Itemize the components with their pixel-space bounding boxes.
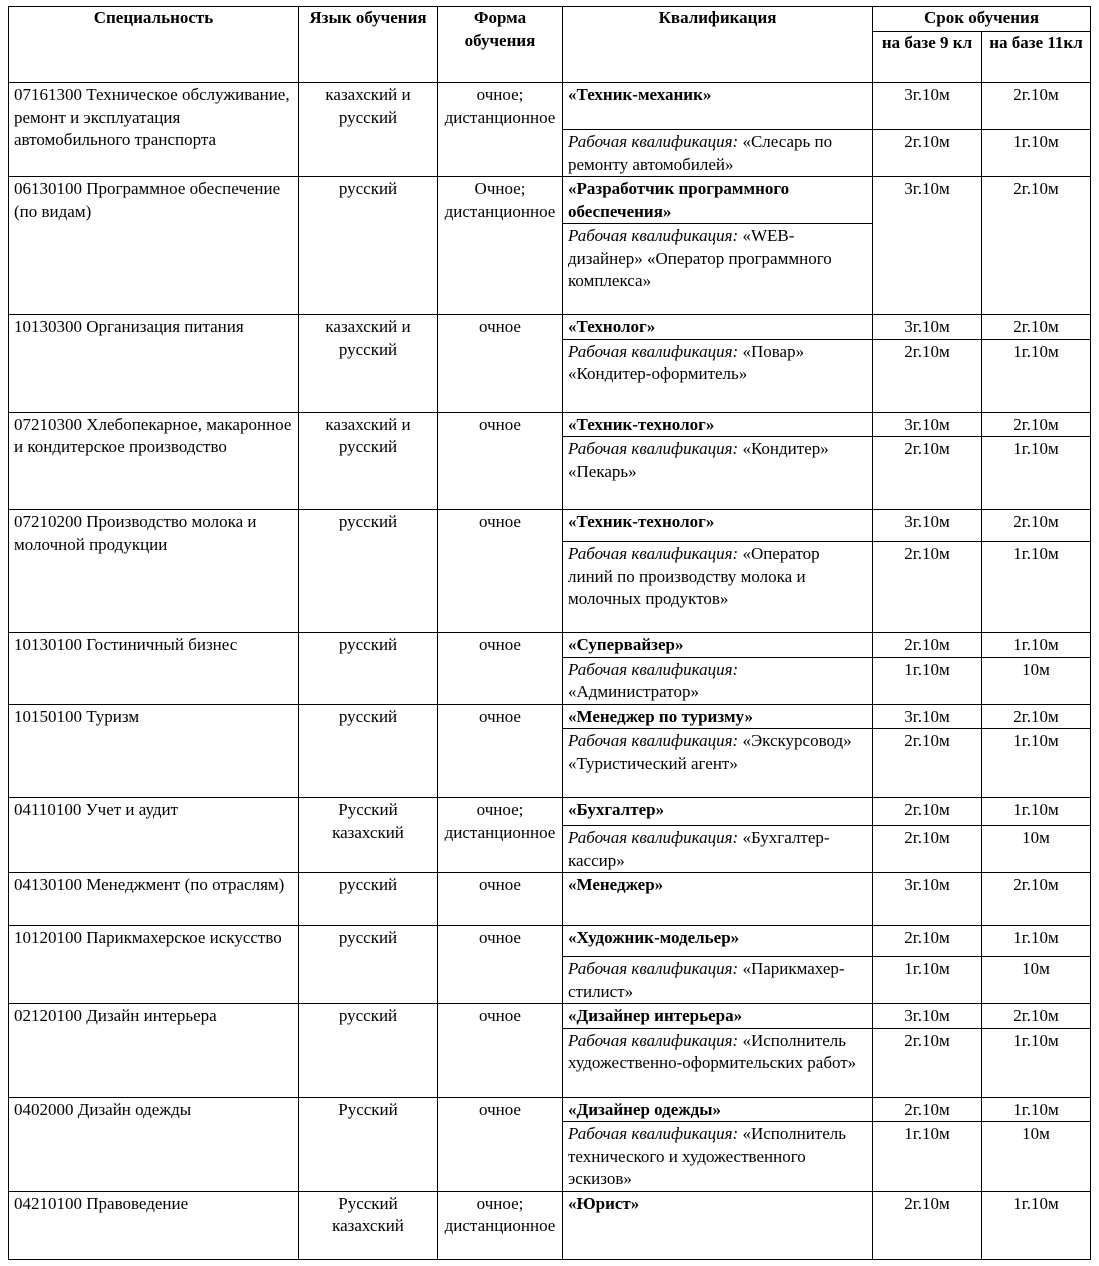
work-duration-9-cell: 2г.10м — [873, 1028, 982, 1097]
work-duration-9-cell: 2г.10м — [873, 826, 982, 873]
specialty-cell: 04130100 Менеджмент (по отраслям) — [9, 873, 299, 926]
main-qualification-cell — [563, 926, 873, 957]
language-cell: Русский казахский — [299, 1191, 438, 1259]
duration-11-cell: 1г.10м — [982, 1097, 1091, 1122]
work-duration-11-cell: 1г.10м — [982, 437, 1091, 510]
work-qualification-text: «Кондитер» «Пекарь» — [568, 439, 829, 481]
table-row — [9, 798, 1091, 826]
duration-9-cell: 3г.10м — [873, 83, 982, 130]
work-qualification-cell — [563, 130, 873, 177]
form-cell: очное — [438, 510, 563, 633]
main-qualification-title: «Дизайнер интерьера» — [568, 1006, 743, 1025]
programs-table — [8, 6, 1091, 1260]
main-qualification-title: «Супервайзер» — [568, 635, 684, 654]
header-language: Язык обучения — [299, 7, 438, 83]
main-qualification-cell — [563, 1191, 873, 1259]
language-cell: русский — [299, 1004, 438, 1098]
work-duration-9-cell: 1г.10м — [873, 957, 982, 1004]
work-duration-11-cell: 1г.10м — [982, 542, 1091, 633]
form-cell: очное — [438, 412, 563, 510]
language-cell: Русский — [299, 1097, 438, 1191]
form-cell: очное — [438, 704, 563, 798]
duration-11-cell: 2г.10м — [982, 510, 1091, 542]
work-qualification-text: «Бухгалтер-кассир» — [568, 828, 830, 870]
duration-9-cell: 3г.10м — [873, 315, 982, 340]
work-duration-9-cell: 1г.10м — [873, 657, 982, 704]
main-qualification-title: «Разработчик программного обеспечения» — [568, 179, 790, 221]
main-qualification-cell — [563, 412, 873, 437]
main-qualification-title: «Менеджер» — [568, 875, 664, 894]
main-qualification-cell — [563, 633, 873, 658]
work-duration-9-cell: 2г.10м — [873, 729, 982, 798]
duration-11-cell: 2г.10м — [982, 177, 1091, 315]
language-cell: казахский и русский — [299, 315, 438, 413]
main-qualification-title: «Технолог» — [568, 317, 656, 336]
duration-9-cell: 2г.10м — [873, 1097, 982, 1122]
main-qualification-cell — [563, 510, 873, 542]
main-qualification-cell — [563, 798, 873, 826]
work-duration-11-cell: 10м — [982, 957, 1091, 1004]
duration-11-cell: 1г.10м — [982, 926, 1091, 957]
duration-9-cell: 3г.10м — [873, 177, 982, 315]
form-cell: очное — [438, 873, 563, 926]
form-cell: очное — [438, 633, 563, 705]
work-qualification-label: Рабочая квалификация: — [568, 659, 739, 679]
main-qualification-title: «Техник-механик» — [568, 85, 712, 104]
table-row — [9, 873, 1091, 926]
language-cell: русский — [299, 633, 438, 705]
specialty-cell: 06130100 Программное обеспечение (по видам) — [9, 177, 299, 315]
main-qualification-cell — [563, 1097, 873, 1122]
work-qualification-cell — [563, 437, 873, 510]
work-qualification-cell — [563, 826, 873, 873]
language-cell: русский — [299, 510, 438, 633]
specialty-cell: 04210100 Правоведение — [9, 1191, 299, 1259]
table-row — [9, 83, 1091, 130]
work-qualification-label: Рабочая квалификация: — [568, 959, 739, 978]
duration-11-cell: 2г.10м — [982, 1004, 1091, 1029]
header-form: Форма обучения — [438, 7, 563, 83]
table-row — [9, 704, 1091, 729]
work-duration-11-cell: 1г.10м — [982, 729, 1091, 798]
work-qualification-cell — [563, 542, 873, 633]
specialty-cell: 04110100 Учет и аудит — [9, 798, 299, 873]
main-qualification-title: «Художник-модельер» — [568, 928, 740, 947]
table-row — [9, 926, 1091, 957]
main-qualification-cell — [563, 1004, 873, 1029]
header-base9: на базе 9 кл — [873, 32, 982, 83]
language-cell: русский — [299, 704, 438, 798]
work-duration-11-cell: 1г.10м — [982, 339, 1091, 412]
work-duration-9-cell: 2г.10м — [873, 542, 982, 633]
form-cell: очное; дистанционное — [438, 1191, 563, 1259]
work-qualification-label: Рабочая квалификация: — [568, 439, 739, 458]
duration-9-cell: 3г.10м — [873, 412, 982, 437]
form-cell: очное — [438, 315, 563, 413]
table-row — [9, 633, 1091, 658]
duration-9-cell: 2г.10м — [873, 926, 982, 957]
form-cell: очное; дистанционное — [438, 798, 563, 873]
work-qualification-label: Рабочая квалификация: — [568, 132, 739, 151]
work-duration-11-cell: 10м — [982, 826, 1091, 873]
work-duration-11-cell: 1г.10м — [982, 1028, 1091, 1097]
table-row — [9, 177, 1091, 224]
work-qualification-cell — [563, 1028, 873, 1097]
work-qualification-text: «Повар» «Кондитер-оформитель» — [568, 341, 805, 383]
work-qualification-label: Рабочая квалификация: — [568, 731, 739, 750]
table-row — [9, 1097, 1091, 1122]
header-specialty: Специальность — [9, 7, 299, 83]
duration-9-cell: 2г.10м — [873, 1191, 982, 1259]
work-duration-9-cell: 2г.10м — [873, 437, 982, 510]
main-qualification-cell — [563, 873, 873, 926]
main-qualification-title: «Техник-технолог» — [568, 414, 715, 434]
language-cell: Русский казахский — [299, 798, 438, 873]
work-qualification-cell — [563, 1122, 873, 1192]
work-qualification-text: «Исполнитель технического и художественного эскизов» — [568, 1124, 847, 1188]
header-base11: на базе 11кл — [982, 32, 1091, 83]
form-cell: очное — [438, 1004, 563, 1098]
work-qualification-label: Рабочая квалификация: — [568, 544, 739, 563]
work-duration-9-cell: 2г.10м — [873, 130, 982, 177]
work-qualification-text: «Оператор линий по производству молока и молочных продуктов» — [568, 544, 820, 608]
main-qualification-title: «Бухгалтер» — [568, 800, 665, 819]
work-qualification-text: «Администратор» — [568, 682, 699, 701]
form-cell: очное — [438, 1097, 563, 1191]
work-qualification-cell — [563, 224, 873, 315]
work-qualification-text: «Экскурсовод» «Туристический агент» — [568, 731, 852, 773]
duration-11-cell: 1г.10м — [982, 798, 1091, 826]
work-duration-9-cell: 2г.10м — [873, 339, 982, 412]
specialty-cell: 10130300 Организация питания — [9, 315, 299, 413]
main-qualification-title: «Менеджер по туризму» — [568, 706, 753, 726]
language-cell: русский — [299, 177, 438, 315]
duration-9-cell: 3г.10м — [873, 1004, 982, 1029]
work-qualification-cell — [563, 729, 873, 798]
table-row — [9, 510, 1091, 542]
duration-9-cell: 3г.10м — [873, 510, 982, 542]
duration-11-cell: 2г.10м — [982, 873, 1091, 926]
work-qualification-label: Рабочая квалификация: — [568, 1124, 739, 1143]
table-row — [9, 1191, 1091, 1259]
work-qualification-text: «WEB-дизайнер» «Оператор программного комплекса» — [568, 226, 832, 290]
duration-9-cell: 2г.10м — [873, 798, 982, 826]
work-duration-11-cell: 1г.10м — [982, 130, 1091, 177]
work-duration-11-cell: 10м — [982, 1122, 1091, 1192]
main-qualification-cell — [563, 704, 873, 729]
duration-11-cell: 2г.10м — [982, 315, 1091, 340]
duration-9-cell: 3г.10м — [873, 704, 982, 729]
specialty-cell: 07210200 Производство молока и молочной продукции — [9, 510, 299, 633]
duration-9-cell: 2г.10м — [873, 633, 982, 658]
work-qualification-label: Рабочая квалификация: — [568, 828, 739, 847]
language-cell: русский — [299, 873, 438, 926]
form-cell: Очное; дистанционное — [438, 177, 563, 315]
specialty-cell: 0402000 Дизайн одежды — [9, 1097, 299, 1191]
specialty-cell: 07161300 Техническое обслуживание, ремонт и эксплуатация автомобильного транспорта — [9, 83, 299, 177]
specialty-cell: 10130100 Гостиничный бизнес — [9, 633, 299, 705]
work-qualification-text: «Исполнитель художественно-оформительских работ» — [568, 1030, 857, 1072]
duration-11-cell: 2г.10м — [982, 412, 1091, 437]
language-cell: русский — [299, 926, 438, 1004]
form-cell: очное — [438, 926, 563, 1004]
work-duration-11-cell: 10м — [982, 657, 1091, 704]
specialty-cell: 02120100 Дизайн интерьера — [9, 1004, 299, 1098]
form-cell: очное; дистанционное — [438, 83, 563, 177]
table-row — [9, 315, 1091, 340]
main-qualification-title: «Дизайнер одежды» — [568, 1099, 722, 1119]
work-qualification-cell — [563, 957, 873, 1004]
work-qualification-label: Рабочая квалификация: — [568, 341, 739, 361]
header-qualification: Квалификация — [563, 7, 873, 83]
specialty-cell: 07210300 Хлебопекарное, макаронное и кондитерское производство — [9, 412, 299, 510]
duration-9-cell: 3г.10м — [873, 873, 982, 926]
main-qualification-title: «Техник-технолог» — [568, 512, 715, 531]
duration-11-cell: 1г.10м — [982, 633, 1091, 658]
language-cell: казахский и русский — [299, 412, 438, 510]
work-qualification-text: «Слесарь по ремонту автомобилей» — [568, 132, 833, 174]
header-duration: Срок обучения — [873, 7, 1091, 32]
work-qualification-label: Рабочая квалификация: — [568, 1030, 739, 1050]
work-qualification-label: Рабочая квалификация: — [568, 226, 739, 245]
table-row — [9, 412, 1091, 437]
work-qualification-text: «Парикмахер-стилист» — [568, 959, 845, 1001]
duration-11-cell: 2г.10м — [982, 704, 1091, 729]
language-cell: казахский и русский — [299, 83, 438, 177]
main-qualification-cell — [563, 315, 873, 340]
main-qualification-title: «Юрист» — [568, 1193, 640, 1213]
specialty-cell: 10120100 Парикмахерское искусство — [9, 926, 299, 1004]
work-qualification-cell — [563, 657, 873, 704]
duration-11-cell: 1г.10м — [982, 1191, 1091, 1259]
work-qualification-cell — [563, 339, 873, 412]
main-qualification-cell — [563, 177, 873, 224]
duration-11-cell: 2г.10м — [982, 83, 1091, 130]
specialty-cell: 10150100 Туризм — [9, 704, 299, 798]
main-qualification-cell — [563, 83, 873, 130]
work-duration-9-cell: 1г.10м — [873, 1122, 982, 1192]
table-row — [9, 1004, 1091, 1029]
